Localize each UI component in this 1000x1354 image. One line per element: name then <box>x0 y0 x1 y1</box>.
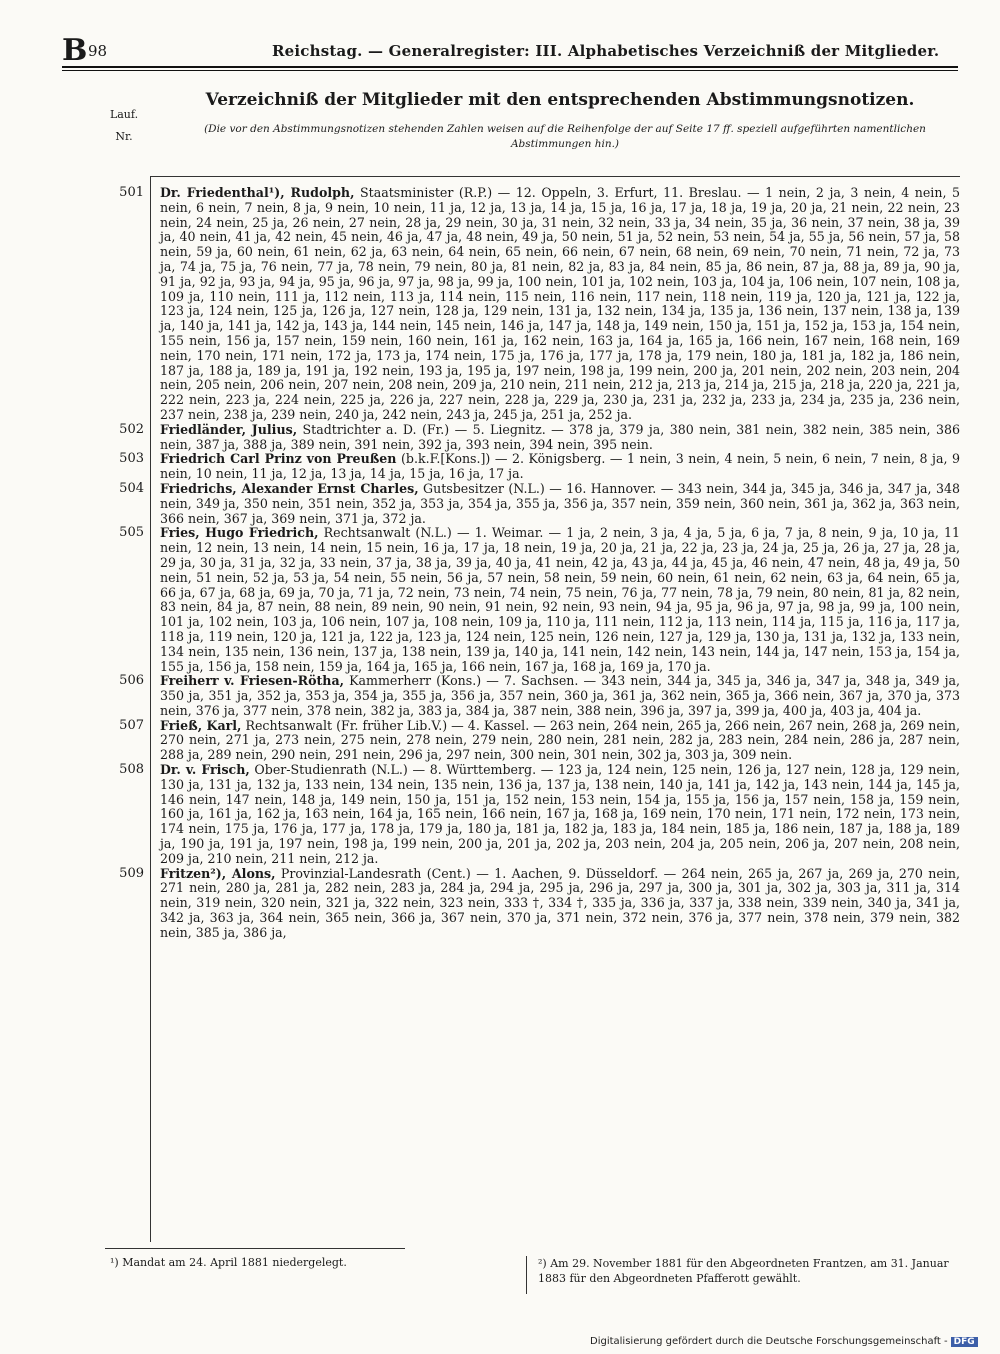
entry-details: Ober-Studienrath (N.L.) — 8. Württemberg. — 123 ja, 124 nein, 125 nein, 126 ja, 127 nein, 128 ja, 129 nein, 130 ja, 131 ja, 132 ja, 133 nein, 134 nein, 135 nein, 136 ja, 137 ja, 138 nein, 140 ja, 141 ja, 142 ja, 143 nein, 144 ja, 145 ja, 146 nein, 147 nein, 148 ja, 149 nein, 150 ja, 151 ja, 152 nein, 153 nein, 154 ja, 155 ja, 156 ja, 157 nein, 158 ja, 159 nein, 160 ja, 161 ja, 162 ja, 163 nein, 164 ja, 165 nein, 166 nein, 167 ja, 168 ja, 169 nein, 170 nein, 171 nein, 172 nein, 173 nein, 174 nein, 175 ja, 176 ja, 177 ja, 178 ja, 179 ja, 180 ja, 181 ja, 182 ja, 183 ja, 184 nein, 185 ja, 186 nein, 187 ja, 188 ja, 189 ja, 190 ja, 191 ja, 197 nein, 198 ja, 199 nein, 200 ja, 201 ja, 202 ja, 203 nein, 204 ja, 205 nein, 206 ja, 207 nein, 208 nein, 209 ja, 210 nein, 211 nein, 212 ja. <box>160 762 960 866</box>
running-title: Reichstag. — Generalregister: III. Alphabetisches Verzeichniß der Mitglieder. <box>272 42 940 60</box>
member-name: Fries, Hugo Friedrich, <box>160 525 319 541</box>
entry-text <box>160 482 960 526</box>
credit-text: Digitalisierung gefördert durch die Deutsche Forschungsgemeinschaft - <box>590 1336 948 1347</box>
member-entry <box>100 867 960 941</box>
footnote-2: ²) Am 29. November 1881 für den Abgeordneten Frantzen, am 31. Januar 1883 für den Abgeordneten Pfafferott gewählt. <box>538 1257 949 1285</box>
member-entry <box>100 719 960 763</box>
member-name: Freiherr v. Friesen-Rötha, <box>160 673 345 689</box>
page-header <box>62 33 960 68</box>
entry-details: Rechtsanwalt (Fr. früher Lib.V.) — 4. Kassel. — 263 nein, 264 nein, 265 ja, 266 nein, 267 nein, 268 ja, 269 nein, 270 nein, 271 ja, 273 nein, 275 nein, 278 nein, 279 nein, 280 nein, 281 nein, 282 ja, 283 nein, 284 nein, 286 ja, 287 nein, 288 ja, 289 nein, 290 nein, 291 nein, 296 ja, 297 nein, 300 nein, 301 nein, 302 ja, 303 ja, 309 nein. <box>160 717 960 763</box>
entry-number: 506 <box>119 673 144 689</box>
member-entry <box>100 526 960 674</box>
entry-number: 501 <box>119 185 144 200</box>
column-head-running-number <box>104 104 144 148</box>
entry-details: Kammerherr (Kons.) — 7. Sachsen. — 343 nein, 344 ja, 345 ja, 346 ja, 347 ja, 348 ja, 349 ja, 350 ja, 351 ja, 352 ja, 353 ja, 354 ja, 355 ja, 356 ja, 357 nein, 360 ja, 361 ja, 362 nein, 365 ja, 366 nein, 367 ja, 370 ja, 373 nein, 376 ja, 377 nein, 378 nein, 382 ja, 383 ja, 384 ja, 387 nein, 388 nein, 396 ja, 397 ja, 399 ja, 400 ja, 403 ja, 404 ja. <box>160 673 960 718</box>
entry-text <box>160 719 960 763</box>
table-top-rule <box>150 176 960 177</box>
entry-details: Staatsminister (R.P.) — 12. Oppeln, 3. Erfurt, 11. Breslau. — 1 nein, 2 ja, 3 nein, 4 nein, 5 nein, 6 nein, 7 nein, 8 ja, 9 nein, 10 nein, 11 ja, 12 ja, 13 ja, 14 ja, 15 ja, 16 ja, 17 ja, 18 ja, 19 ja, 20 ja, 21 nein, 22 nein, 23 nein, 24 nein, 25 ja, 26 nein, 27 nein, 28 ja, 29 nein, 30 ja, 31 nein, 32 nein, 33 ja, 34 nein, 35 ja, 36 nein, 37 nein, 38 ja, 39 ja, 40 nein, 41 ja, 42 nein, 45 nein, 46 ja, 47 ja, 48 nein, 49 ja, 50 nein, 51 ja, 52 nein, 53 nein, 54 ja, 55 ja, 56 nein, 57 ja, 58 nein, 59 ja, 60 nein, 61 nein, 62 ja, 63 nein, 64 nein, 65 nein, 66 nein, 67 nein, 68 nein, 69 nein, 70 nein, 71 nein, 72 ja, 73 ja, 74 ja, 75 ja, 76 nein, 77 ja, 78 nein, 79 nein, 80 ja, 81 nein, 82 ja, 83 ja, 84 nein, 85 ja, 86 nein, 87 ja, 88 ja, 89 ja, 90 ja, 91 ja, 92 ja, 93 ja, 94 ja, 95 ja, 96 ja, 97 ja, 98 ja, 99 ja, 100 nein, 101 ja, 102 nein, 103 ja, 104 ja, 106 nein, 107 nein, 108 ja, 109 ja, 110 nein, 111 ja, 112 nein, 113 ja, 114 nein, 115 nein, 116 nein, 117 nein, 118 nein, 119 ja, 120 ja, 121 ja, 122 ja, 123 ja, 124 nein, 125 ja, 126 ja, 127 nein, 128 ja, 129 nein, 131 ja, 132 nein, 134 ja, 135 ja, 136 nein, 137 nein, 138 ja, 139 ja, 140 ja, 141 ja, 142 ja, 143 ja, 144 nein, 145 nein, 146 ja, 147 ja, 148 ja, 149 nein, 150 ja, 151 ja, 152 ja, 153 ja, 154 nein, 155 nein, 156 ja, 157 nein, 159 nein, 160 nein, 161 ja, 162 nein, 163 ja, 164 ja, 165 ja, 166 nein, 167 nein, 168 nein, 169 nein, 170 nein, 171 nein, 172 ja, 173 ja, 174 nein, 175 ja, 176 ja, 177 ja, 178 ja, 179 nein, 180 ja, 181 ja, 182 ja, 186 nein, 187 ja, 188 ja, 189 ja, 191 ja, 192 nein, 193 ja, 195 ja, 197 nein, 198 ja, 199 nein, 200 ja, 201 nein, 202 nein, 203 nein, 204 nein, 205 nein, 206 nein, 207 nein, 208 nein, 209 ja, 210 nein, 211 nein, 212 ja, 213 ja, 214 ja, 215 ja, 218 ja, 220 ja, 221 ja, 222 nein, 223 ja, 224 nein, 225 ja, 226 ja, 227 nein, 228 ja, 229 ja, 230 ja, 231 ja, 232 ja, 233 ja, 234 ja, 235 ja, 236 nein, 237 nein, 238 ja, 239 nein, 240 ja, 242 nein, 243 ja, 245 ja, 251 ja, 252 ja. <box>160 185 960 422</box>
member-name: Dr. Friedenthal¹), Rudolph, <box>160 185 355 200</box>
footnote-1: ¹) Mandat am 24. April 1881 niedergelegt. <box>110 1256 347 1269</box>
entry-text <box>160 452 960 482</box>
member-name: Friedländer, Julius, <box>160 421 298 437</box>
member-entry <box>100 186 960 423</box>
entry-details: Gutsbesitzer (N.L.) — 16. Hannover. — 343 nein, 344 ja, 345 ja, 346 ja, 347 ja, 348 nein, 349 ja, 350 nein, 351 nein, 352 ja, 353 ja, 354 ja, 355 ja, 356 ja, 357 nein, 359 nein, 360 nein, 361 ja, 362 ja, 363 nein, 366 nein, 367 ja, 369 nein, 371 ja, 372 ja. <box>160 480 960 526</box>
member-entry <box>100 763 960 867</box>
member-name: Dr. v. Frisch, <box>160 762 250 778</box>
entry-text <box>160 423 960 453</box>
entry-number: 504 <box>119 480 144 496</box>
entry-text <box>160 867 960 941</box>
column-head-line2: Nr. <box>115 130 133 143</box>
section-note: (Die vor den Abstimmungsnotizen stehenden Zahlen weisen auf die Reihenfolge der auf Seite 17 ff. speziell aufgeführten namentlichen Abstimmungen hin.) <box>204 123 926 150</box>
member-entry <box>100 423 960 453</box>
entry-text <box>160 186 960 423</box>
member-entries <box>100 186 960 941</box>
entry-number: 502 <box>119 421 144 437</box>
member-name: Fritzen²), Alons, <box>160 865 276 881</box>
page-number: 98 <box>88 42 108 60</box>
digitization-credit <box>590 1336 978 1347</box>
entry-details: Rechtsanwalt (N.L.) — 1. Weimar. — 1 ja, 2 nein, 3 ja, 4 ja, 5 ja, 6 ja, 7 ja, 8 nein, 9 ja, 10 ja, 11 nein, 12 nein, 13 nein, 14 nein, 15 nein, 16 ja, 17 ja, 18 nein, 19 ja, 20 ja, 21 ja, 22 ja, 23 ja, 24 ja, 25 ja, 26 ja, 27 ja, 28 ja, 29 ja, 30 ja, 31 ja, 32 ja, 33 nein, 37 ja, 38 ja, 39 ja, 40 ja, 41 nein, 42 ja, 43 ja, 44 ja, 45 ja, 46 nein, 47 nein, 48 ja, 49 ja, 50 nein, 51 nein, 52 ja, 53 ja, 54 nein, 55 nein, 56 ja, 57 nein, 58 nein, 59 nein, 60 nein, 61 nein, 62 nein, 63 ja, 64 nein, 65 ja, 66 ja, 67 ja, 68 ja, 69 ja, 70 ja, 71 ja, 72 nein, 73 nein, 74 nein, 75 nein, 76 ja, 77 nein, 78 ja, 79 nein, 80 nein, 81 ja, 82 nein, 83 nein, 84 ja, 87 nein, 88 nein, 89 nein, 90 nein, 91 nein, 92 nein, 93 nein, 94 ja, 95 ja, 96 ja, 97 ja, 98 ja, 99 ja, 100 nein, 101 ja, 102 nein, 103 ja, 106 nein, 107 ja, 108 nein, 109 ja, 110 ja, 111 nein, 112 ja, 113 nein, 114 ja, 115 ja, 116 ja, 117 ja, 118 ja, 119 nein, 120 ja, 121 ja, 122 ja, 123 ja, 124 nein, 125 nein, 126 nein, 127 ja, 129 ja, 130 ja, 131 ja, 132 ja, 133 nein, 134 nein, 135 nein, 136 nein, 137 ja, 138 nein, 139 ja, 140 ja, 141 nein, 142 nein, 143 nein, 144 ja, 147 nein, 153 ja, 154 ja, 155 ja, 156 ja, 158 nein, 159 ja, 164 ja, 165 ja, 166 nein, 167 ja, 168 ja, 169 ja, 170 ja. <box>160 525 960 674</box>
entry-text <box>160 763 960 867</box>
member-name: Friedrich Carl Prinz von Preußen <box>160 451 397 467</box>
section-letter: B <box>62 33 88 68</box>
member-name: Friedrichs, Alexander Ernst Charles, <box>160 480 419 496</box>
entry-number: 505 <box>119 525 144 541</box>
footnote-divider <box>526 1256 527 1294</box>
header-rule <box>62 66 958 68</box>
member-entry <box>100 452 960 482</box>
member-entry <box>100 482 960 526</box>
entry-number: 509 <box>119 865 144 881</box>
entry-details: Stadtrichter a. D. (Fr.) — 5. Liegnitz. — 378 ja, 379 ja, 380 nein, 381 nein, 382 nein, 385 nein, 386 nein, 387 ja, 388 ja, 389 nein, 391 nein, 392 ja, 393 nein, 394 nein, 395 nein. <box>160 421 960 452</box>
entry-number: 503 <box>119 451 144 467</box>
entry-text <box>160 674 960 718</box>
header-rule-thin <box>62 70 958 71</box>
dfg-logo: DFG <box>951 1337 978 1347</box>
entry-details: Provinzial-Landesrath (Cent.) — 1. Aachen, 9. Düsseldorf. — 264 nein, 265 ja, 267 ja, 269 ja, 270 nein, 271 nein, 280 ja, 281 ja, 282 nein, 283 ja, 284 ja, 294 ja, 295 ja, 296 ja, 297 ja, 300 ja, 301 ja, 302 ja, 303 ja, 311 ja, 314 nein, 319 nein, 320 nein, 321 ja, 322 nein, 323 nein, 333 †, 334 †, 335 ja, 336 ja, 337 ja, 338 nein, 339 nein, 340 ja, 341 ja, 342 ja, 363 ja, 364 nein, 365 nein, 366 ja, 367 nein, 370 ja, 371 nein, 372 nein, 376 ja, 377 nein, 378 nein, 379 nein, 382 nein, 385 ja, 386 ja, <box>160 865 960 940</box>
entry-text <box>160 526 960 674</box>
entry-number: 508 <box>119 762 144 778</box>
entry-number: 507 <box>119 717 144 733</box>
section-title: Verzeichniß der Mitglieder mit den entsprechenden Abstimmungsnotizen. <box>205 90 915 110</box>
member-entry <box>100 674 960 718</box>
entry-details: (b.k.F.[Kons.]) — 2. Königsberg. — 1 nein, 3 nein, 4 nein, 5 nein, 6 nein, 7 nein, 8 ja, 9 nein, 10 nein, 11 ja, 12 ja, 13 ja, 14 ja, 15 ja, 16 ja, 17 ja. <box>160 451 960 482</box>
footnote-rule <box>105 1248 405 1249</box>
member-name: Frieß, Karl, <box>160 717 242 733</box>
column-head-line1: Lauf. <box>109 108 139 121</box>
